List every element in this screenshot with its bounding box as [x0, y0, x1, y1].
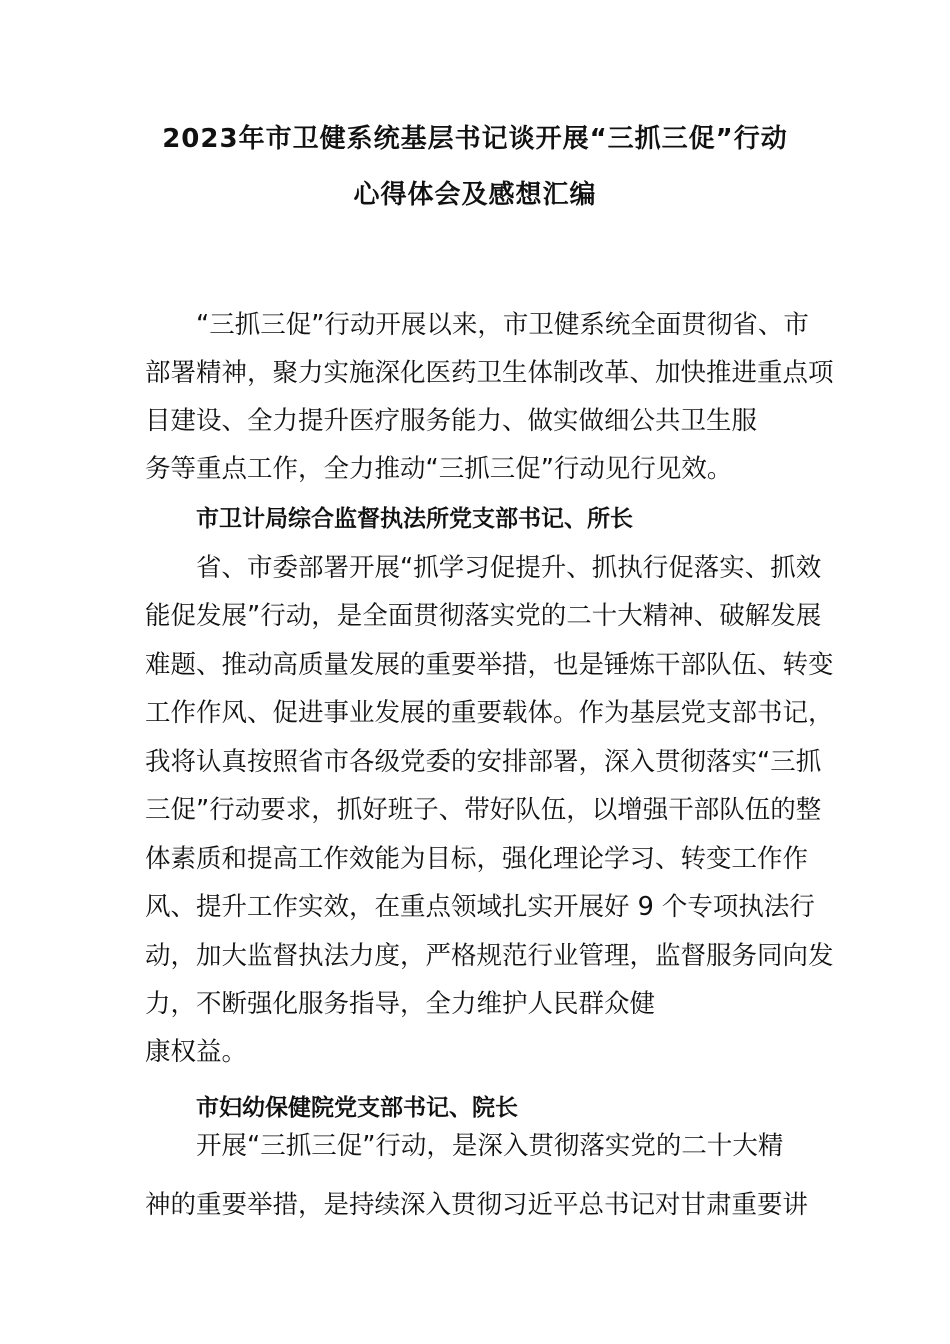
section1-line: 风、提升工作实效，在重点领域扎实开展好 9 个专项执法行: [145, 892, 815, 922]
section1-line: 力，不断强化服务指导，全力维护人民群众健: [145, 989, 656, 1019]
section1-line: 动，加大监督执法力度，严格规范行业管理，监督服务同向发: [145, 941, 834, 971]
section1-line: 省、市委部署开展“抓学习促提升、抓执行促落实、抓效: [145, 553, 822, 583]
section2-line: 神的重要举措，是持续深入贯彻习近平总书记对甘肃重要讲: [145, 1190, 809, 1220]
section1-line: 康权益。: [145, 1037, 248, 1067]
section1-line: 我将认真按照省市各级党委的安排部署，深入贯彻落实“三抓: [145, 747, 822, 777]
section1-line: 工作作风、促进事业发展的重要载体。作为基层党支部书记，: [145, 698, 834, 728]
section2-line: 开展“三抓三促”行动，是深入贯彻落实党的二十大精: [145, 1131, 784, 1161]
intro-line: 部署精神，聚力实施深化医药卫生体制改革、加快推进重点项: [145, 358, 834, 388]
section1-line: 体素质和提高工作效能为目标，强化理论学习、转变工作作: [145, 844, 809, 874]
section1-line: 能促发展”行动，是全面贯彻落实党的二十大精神、破解发展: [145, 601, 822, 631]
intro-line: “三抓三促”行动开展以来，市卫健系统全面贯彻省、市: [145, 310, 809, 340]
section1-line: 三促”行动要求，抓好班子、带好队伍，以增强干部队伍的整: [145, 795, 822, 825]
document-title-line2: 心得体会及感想汇编: [353, 180, 597, 210]
intro-line: 目建设、全力提升医疗服务能力、做实做细公共卫生服: [145, 406, 758, 436]
section1-line: 难题、推动高质量发展的重要举措，也是锤炼干部队伍、转变: [145, 650, 834, 680]
section2-heading: 市妇幼保健院党支部书记、院长: [196, 1095, 518, 1121]
section1-heading: 市卫计局综合监督执法所党支部书记、所长: [196, 506, 633, 532]
intro-line: 务等重点工作，全力推动“三抓三促”行动见行见效。: [145, 454, 733, 484]
document-title-line1: 2023年市卫健系统基层书记谈开展“三抓三促”行动: [162, 124, 788, 154]
